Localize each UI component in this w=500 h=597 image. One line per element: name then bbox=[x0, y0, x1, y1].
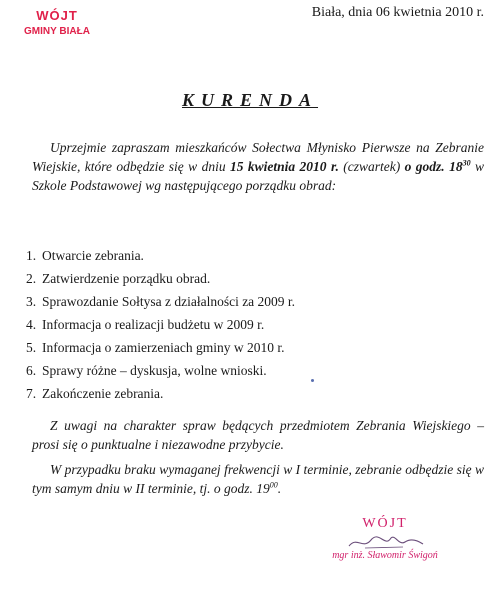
agenda-item bbox=[26, 290, 295, 313]
punctuality-note: Z uwagi na charakter spraw będących przedmiotem Zebrania Wiejskiego – prosi się o punktualne i niezawodne przybycie. bbox=[32, 418, 484, 452]
agenda-number: 7. bbox=[26, 386, 37, 401]
agenda-text: Informacja o zamierzeniach gminy w 2010 r. bbox=[42, 340, 285, 355]
meeting-date: 15 kwietnia 2010 r. bbox=[230, 159, 339, 174]
agenda-number: 4. bbox=[26, 317, 37, 332]
quorum-time-minutes: 00 bbox=[269, 480, 278, 490]
stamp-line-2: GMINY BIAŁA bbox=[24, 26, 90, 37]
agenda-text: Zatwierdzenie porządku obrad. bbox=[42, 271, 211, 286]
meeting-time-text: o godz. 18 bbox=[404, 159, 463, 174]
agenda-text: Informacja o realizacji budżetu w 2009 r. bbox=[42, 317, 265, 332]
agenda-item bbox=[26, 267, 295, 290]
signature-block bbox=[300, 516, 470, 561]
agenda-number: 2. bbox=[26, 271, 37, 286]
document-title: KURENDA bbox=[181, 90, 319, 110]
agenda-text: Sprawy różne – dyskusja, wolne wnioski. bbox=[42, 363, 267, 378]
agenda-list bbox=[26, 244, 295, 405]
intro-paragraph bbox=[32, 138, 484, 195]
meeting-time bbox=[405, 159, 471, 174]
agenda-number: 5. bbox=[26, 340, 37, 355]
agenda-text: Otwarcie zebrania. bbox=[42, 248, 144, 263]
agenda-item bbox=[26, 313, 295, 336]
agenda-number: 1. bbox=[26, 248, 37, 263]
signature-title: WÓJT bbox=[362, 516, 408, 531]
intro-text-1: Uprzejmie zapraszam mieszkańców Sołectwa Młynisko Pierwsze na Zebranie Wiejskie, które odbędzie się w dniu bbox=[32, 140, 484, 174]
agenda-item bbox=[26, 382, 295, 405]
agenda-item bbox=[26, 244, 295, 267]
quorum-note-end: . bbox=[277, 481, 282, 496]
agenda-text: Sprawozdanie Sołtysa z działalności za 2009 r. bbox=[42, 294, 296, 309]
signature-name: mgr inż. Sławomir Świgoń bbox=[332, 550, 438, 561]
agenda-text: Zakończenie zebrania. bbox=[42, 386, 164, 401]
meeting-time-minutes: 30 bbox=[462, 158, 471, 168]
stamp-line-1: WÓJT bbox=[36, 8, 78, 23]
agenda-item bbox=[26, 336, 295, 359]
official-stamp bbox=[12, 8, 102, 37]
agenda-item bbox=[26, 359, 295, 382]
quorum-note bbox=[32, 460, 484, 498]
agenda-number: 3. bbox=[26, 294, 37, 309]
intro-text-3: w Szkole Podstawowej wg następującego porządku obrad: bbox=[32, 159, 485, 193]
date-line: Biała, dnia 06 kwietnia 2010 r. bbox=[311, 5, 484, 20]
ink-dot bbox=[311, 379, 314, 382]
intro-text-2: (czwartek) bbox=[338, 159, 405, 174]
quorum-note-text: W przypadku braku wymaganej frekwencji w I terminie, zebranie odbędzie się w tym samym dniu w II terminie, tj. o godz. 19 bbox=[32, 462, 484, 496]
agenda-number: 6. bbox=[26, 363, 37, 378]
